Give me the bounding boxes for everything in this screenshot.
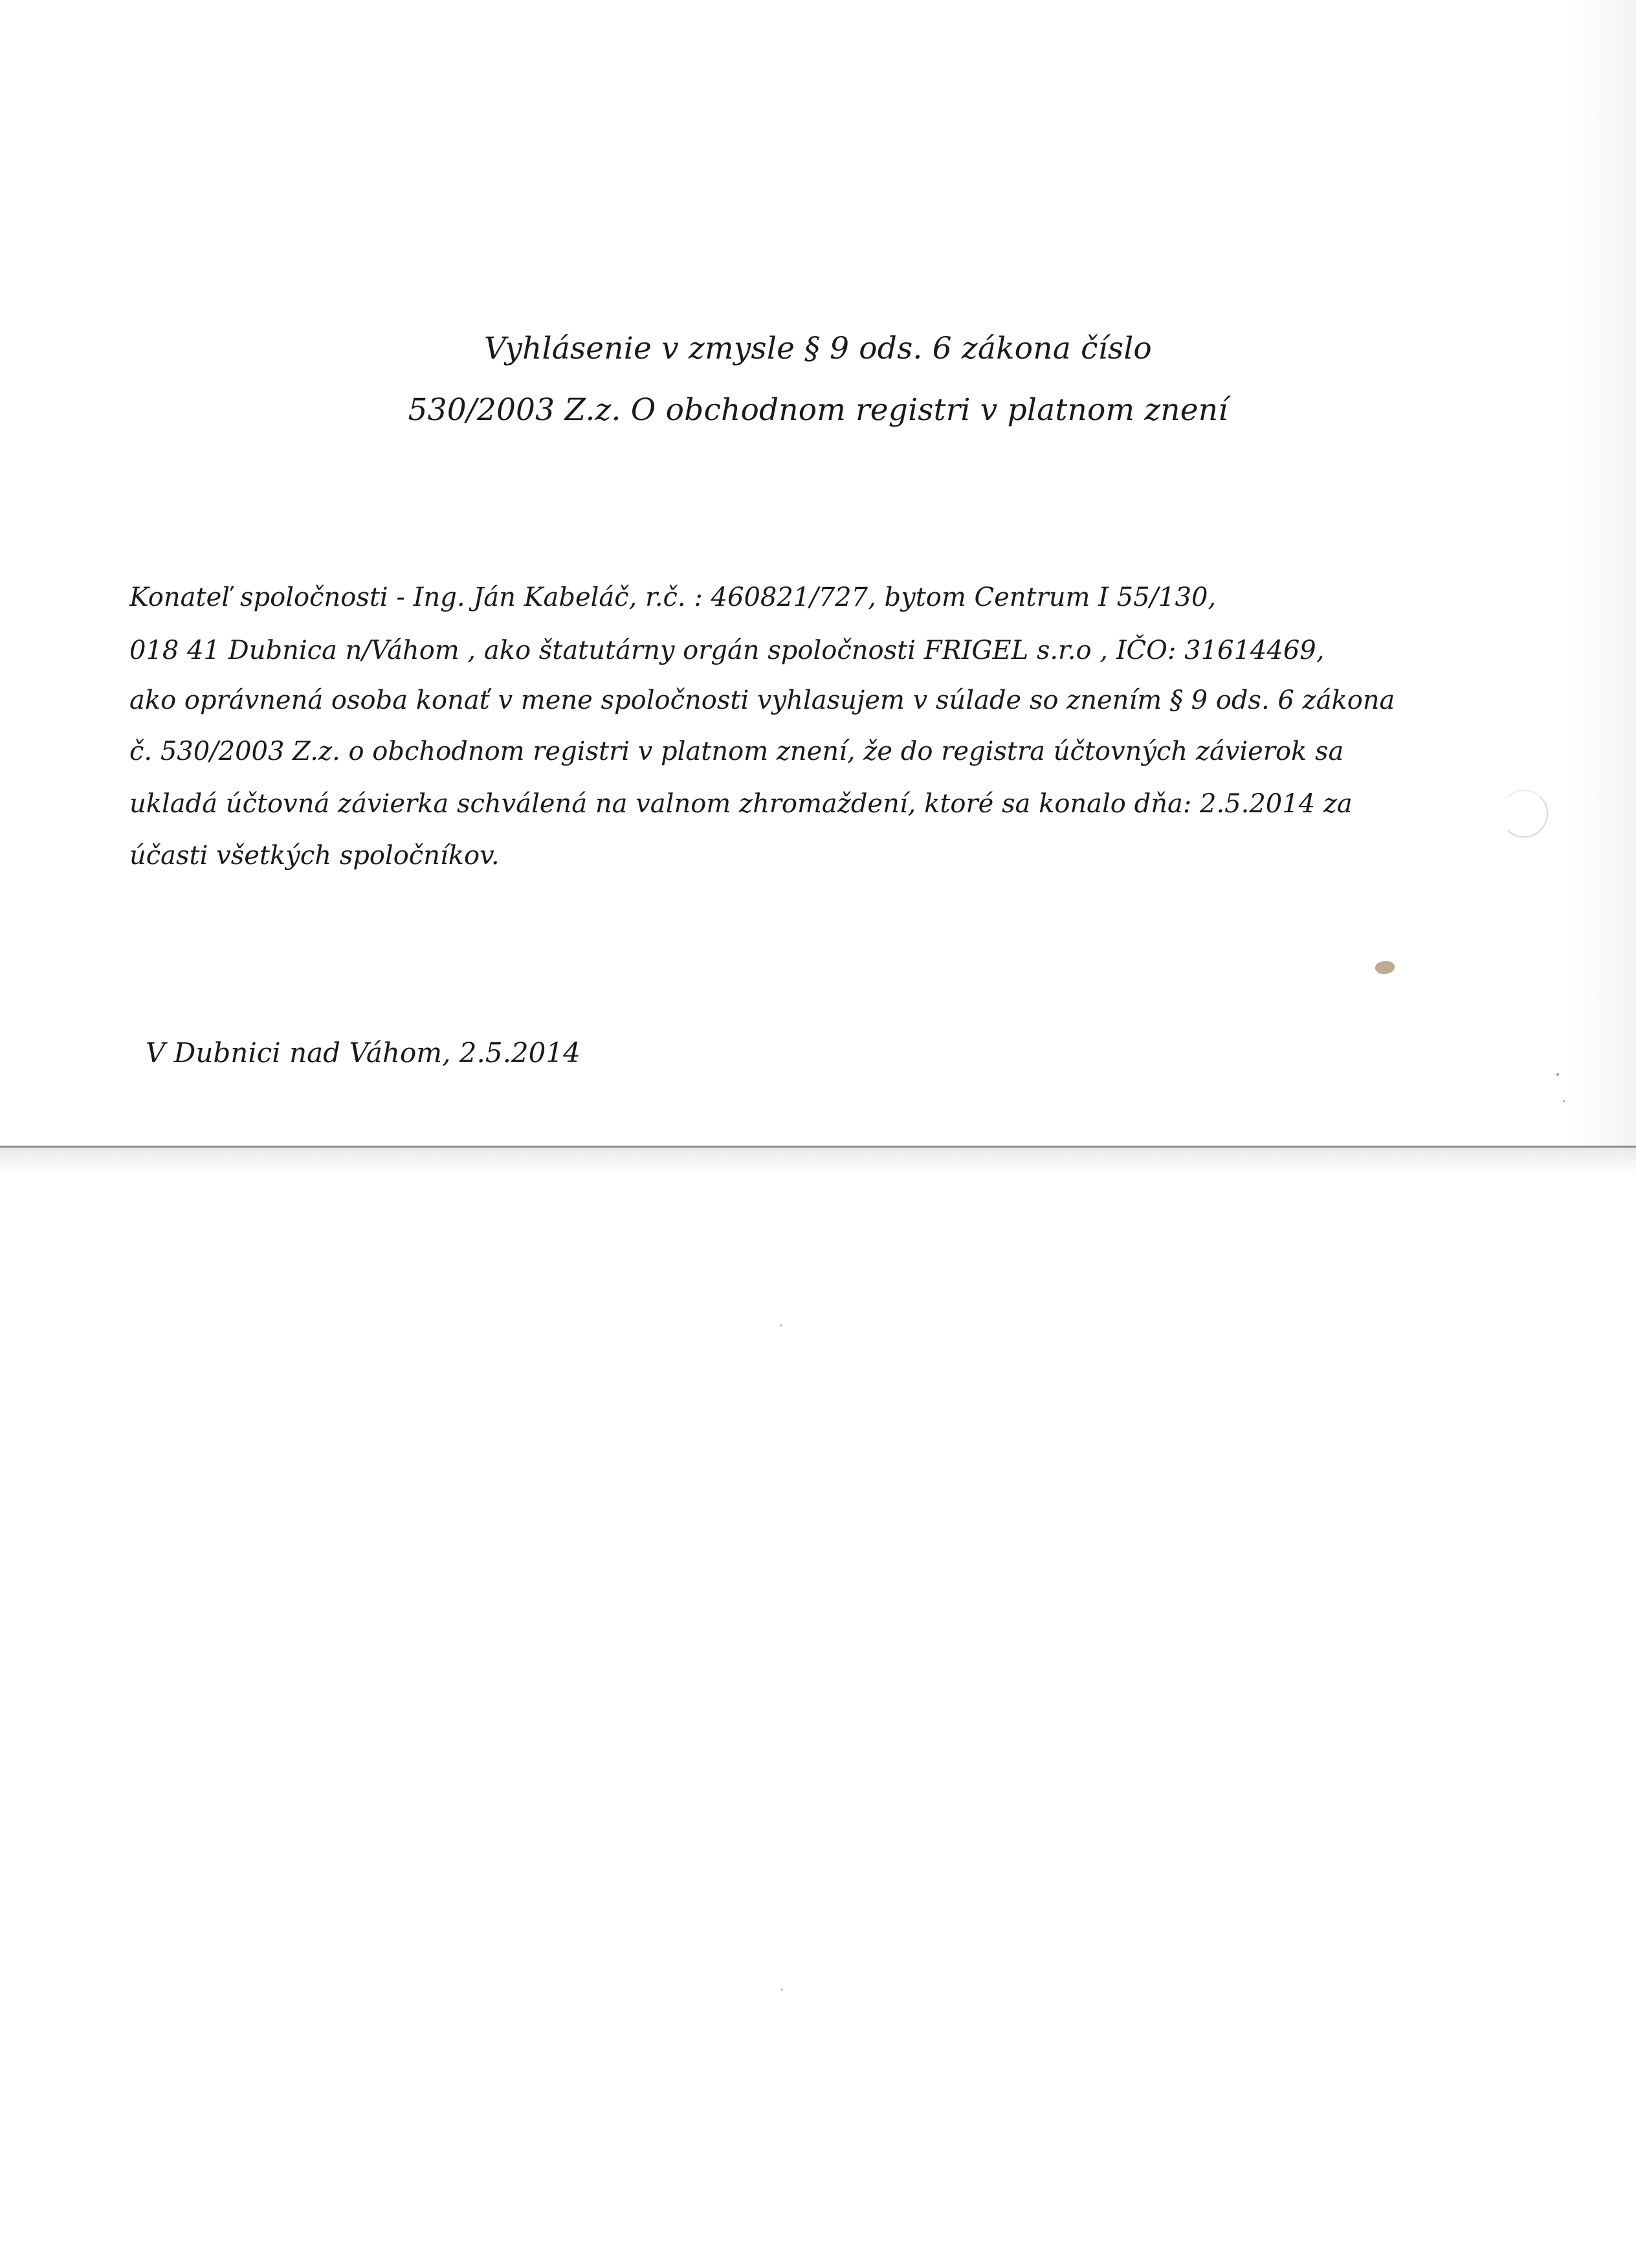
paragraph-line: 018 41 Dubnica n/Váhom , ako štatutárny orgán spoločnosti FRIGEL s.r.o , IČO: 31614469,	[129, 636, 1325, 665]
place-and-date: V Dubnici nad Váhom, 2.5.2014	[146, 1037, 580, 1069]
paragraph-line: č. 530/2003 Z.z. o obchodnom registri v platnom znení, že do registra účtovných závierok sa	[129, 737, 1344, 766]
paragraph-line: ukladá účtovná závierka schválená na valnom zhromaždení, ktoré sa konalo dňa: 2.5.2014 za	[129, 789, 1353, 819]
scan-speck	[780, 1988, 783, 1991]
scan-speck	[1563, 1100, 1565, 1102]
punch-hole-mark	[1500, 790, 1548, 838]
paper-stain	[1375, 961, 1395, 974]
scan-speck	[780, 1324, 782, 1327]
scan-speck	[1556, 1073, 1559, 1076]
paragraph-line: ako oprávnená osoba konať v mene spoločnosti vyhlasujem v súlade so znením § 9 ods. 6 zákona	[129, 685, 1395, 715]
paragraph-line: Konateľ spoločnosti - Ing. Ján Kabeláč, r.č. : 460821/727, bytom Centrum I 55/130,	[129, 583, 1217, 612]
page-fold-shadow	[0, 1148, 1636, 1173]
document-title-line-2: 530/2003 Z.z. O obchodnom registri v platnom znení	[408, 392, 1228, 428]
document-title-line-1: Vyhlásenie v zmysle § 9 ods. 6 zákona číslo	[484, 331, 1152, 366]
scan-edge-shadow	[1573, 0, 1636, 1146]
paragraph-line: účasti všetkých spoločníkov.	[129, 841, 500, 871]
